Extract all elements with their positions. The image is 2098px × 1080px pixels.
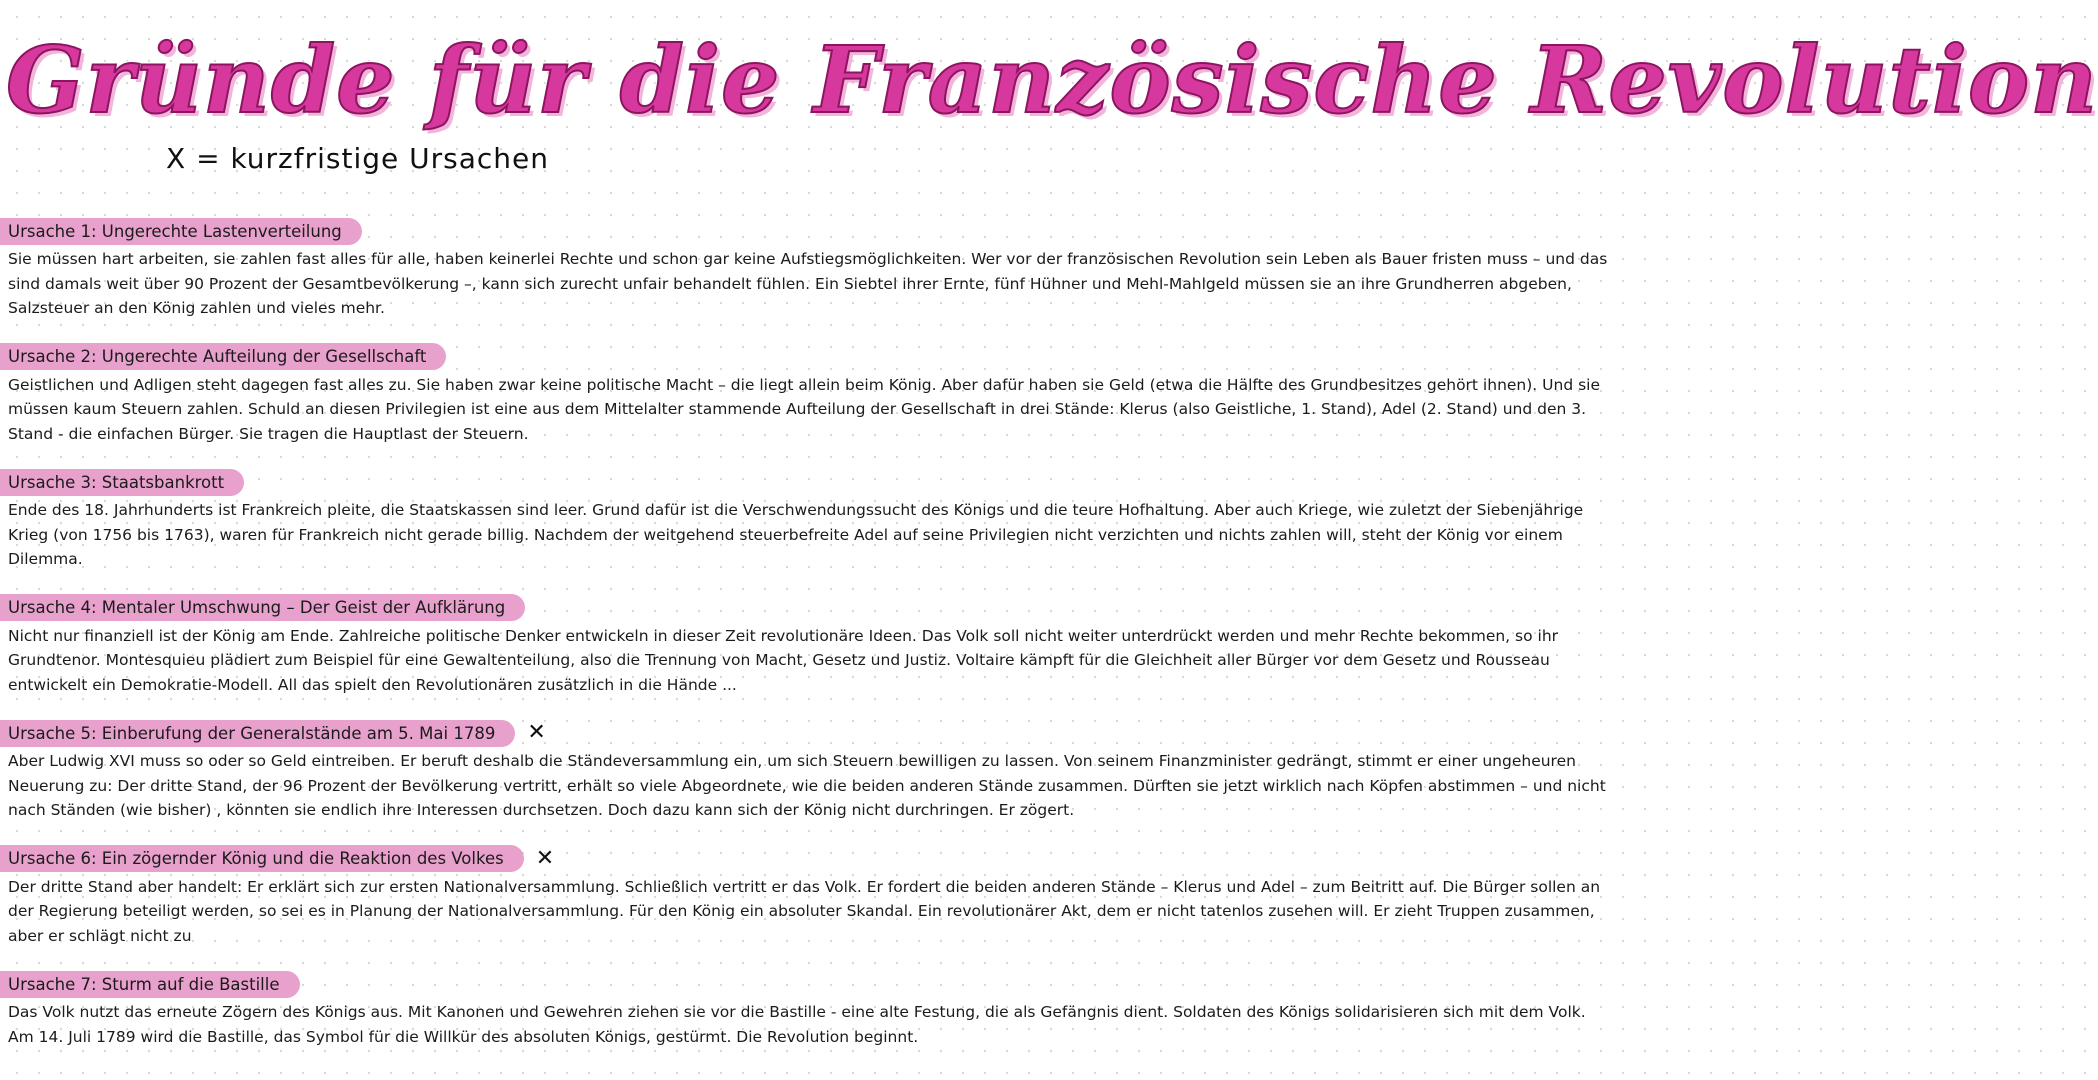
cause-text-1: Sie müssen hart arbeiten, sie zahlen fast alles für alle, haben keinerlei Rechte und schon gar keine Aufstiegsmöglichkeiten. Wer vor der französischen Revolution sein Leben als Bauer fristen muss – und das sind damals weit über 90 Prozent der Gesamtbevölkerung –, kann sich zurecht unfair behandelt fühlen. Ein Siebtel ihrer Ernte, fünf Hühner und Mehl-Mahlgeld müssen sie an ihre Grundherren abgeben, Salzsteuer an den König zahlen und vieles mehr. [8, 250, 1608, 317]
cause-heading-row [0, 215, 1672, 247]
cause-section-3 [0, 466, 1672, 572]
legend-short-term-causes: X = kurzfristige Ursachen [166, 142, 550, 175]
cause-section-6 [0, 843, 1672, 949]
short-term-x-mark-icon: ✕ [527, 720, 546, 745]
cause-section-7 [0, 968, 1672, 1049]
cause-heading-row [0, 968, 1672, 1000]
page-header [0, 0, 2098, 200]
cause-heading-row [0, 341, 1672, 373]
cause-section-2 [0, 341, 1672, 447]
cause-text-6: Der dritte Stand aber handelt: Er erklärt sich zur ersten Nationalversammlung. Schließlich vertritt er das Volk. Er fordert die beiden anderen Stände – Klerus und Adel – zum Beitritt auf. Die Bürger sollen an der Regierung beteiligt werden, so sei es in Planung der Nationalversammlung. Für den König ein absoluter Skandal. Ein revolutionärer Akt, dem er nicht tatenlos zusehen will. Er zieht Truppen zusammen, aber er schlägt nicht zu [8, 877, 1601, 945]
short-term-x-mark-icon: ✕ [535, 845, 555, 871]
cause-heading-row [0, 466, 1672, 498]
cause-heading-3: Ursache 3: Staatsbankrott [0, 469, 244, 496]
cause-section-5 [0, 717, 1672, 823]
cause-text-7: Das Volk nutzt das erneute Zögern des Königs aus. Mit Kanonen und Gewehren ziehen sie vor die Bastille - eine alte Festung, die als Gefängnis dient. Soldaten des Königs solidarisieren sich mit dem Volk. Am 14. Juli 1789 wird die Bastille, das Symbol für die Willkür des absoluten Königs, gestürmt. Die Revolution beginnt. [8, 1003, 1586, 1046]
cause-heading-row [0, 843, 1672, 875]
cause-heading-5: Ursache 5: Einberufung der Generalstände am 5. Mai 1789 [0, 720, 515, 747]
causes-list [0, 215, 1672, 1069]
cause-heading-2: Ursache 2: Ungerechte Aufteilung der Gesellschaft [0, 343, 446, 370]
cause-text-2: Geistlichen und Adligen steht dagegen fast alles zu. Sie haben zwar keine politische Macht – die liegt allein beim König. Aber dafür haben sie Geld (etwa die Hälfte des Grundbesitzes gehört ihnen). Und sie müssen kaum Steuern zahlen. Schuld an diesen Privilegien ist eine aus dem Mittelalter stammende Aufteilung der Gesellschaft in drei Stände: Klerus (also Geistliche, 1. Stand), Adel (2. Stand) und den 3. Stand - die einfachen Bürger. Sie tragen die Hauptlast der Steuern. [8, 375, 1601, 443]
page-title: Gründe für die Französische Revolution [6, 26, 2098, 134]
cause-text-3: Ende des 18. Jahrhunderts ist Frankreich pleite, die Staatskassen sind leer. Grund dafür ist die Verschwendungssucht des Königs und die teure Hofhaltung. Aber auch Kriege, wie zuletzt der Siebenjährige Krieg (von 1756 bis 1763), waren für Frankreich nicht gerade billig. Nachdem der weitgehend steuerbefreite Adel auf seine Privilegien nicht verzichten und nichts zahlen will, steht der König vor einem Dilemma. [8, 501, 1584, 568]
cause-text-4: Nicht nur finanziell ist der König am Ende. Zahlreiche politische Denker entwickeln in dieser Zeit revolutionäre Ideen. Das Volk soll nicht weiter unterdrückt werden und mehr Rechte bekommen, so ihr Grundtenor. Montesquieu plädiert zum Beispiel für eine Gewaltenteilung, also die Trennung von Macht, Gesetz und Justiz. Voltaire kämpft für die Gleichheit aller Bürger vor dem Gesetz und Rousseau entwickelt ein Demokratie-Modell. All das spielt den Revolutionären zusätzlich in die Hände ... [8, 626, 1559, 694]
cause-heading-1: Ursache 1: Ungerechte Lastenverteilung [0, 218, 362, 245]
cause-heading-row [0, 717, 1672, 749]
cause-text-5: Aber Ludwig XVI muss so oder so Geld eintreiben. Er beruft deshalb die Ständeversammlung ein, um sich Steuern bewilligen zu lassen. Von seinem Finanzminister gedrängt, stimmt er einer ungeheuren Neuerung zu: Der dritte Stand, der 96 Prozent der Bevölkerung vertritt, erhält so viele Abgeordnete, wie die beiden anderen Stände zusammen. Dürften sie jetzt wirklich nach Köpfen abstimmen – und nicht nach Ständen (wie bisher) , könnten sie endlich ihre Interessen durchsetzen. Doch dazu kann sich der König nicht durchringen. Er zögert. [8, 752, 1606, 819]
cause-heading-7: Ursache 7: Sturm auf die Bastille [0, 971, 300, 998]
cause-heading-row [0, 592, 1672, 624]
cause-section-4 [0, 592, 1672, 698]
cause-heading-6: Ursache 6: Ein zögernder König und die Reaktion des Volkes [0, 845, 524, 872]
cause-section-1 [0, 215, 1672, 321]
cause-heading-4: Ursache 4: Mentaler Umschwung – Der Geist der Aufklärung [0, 594, 525, 621]
